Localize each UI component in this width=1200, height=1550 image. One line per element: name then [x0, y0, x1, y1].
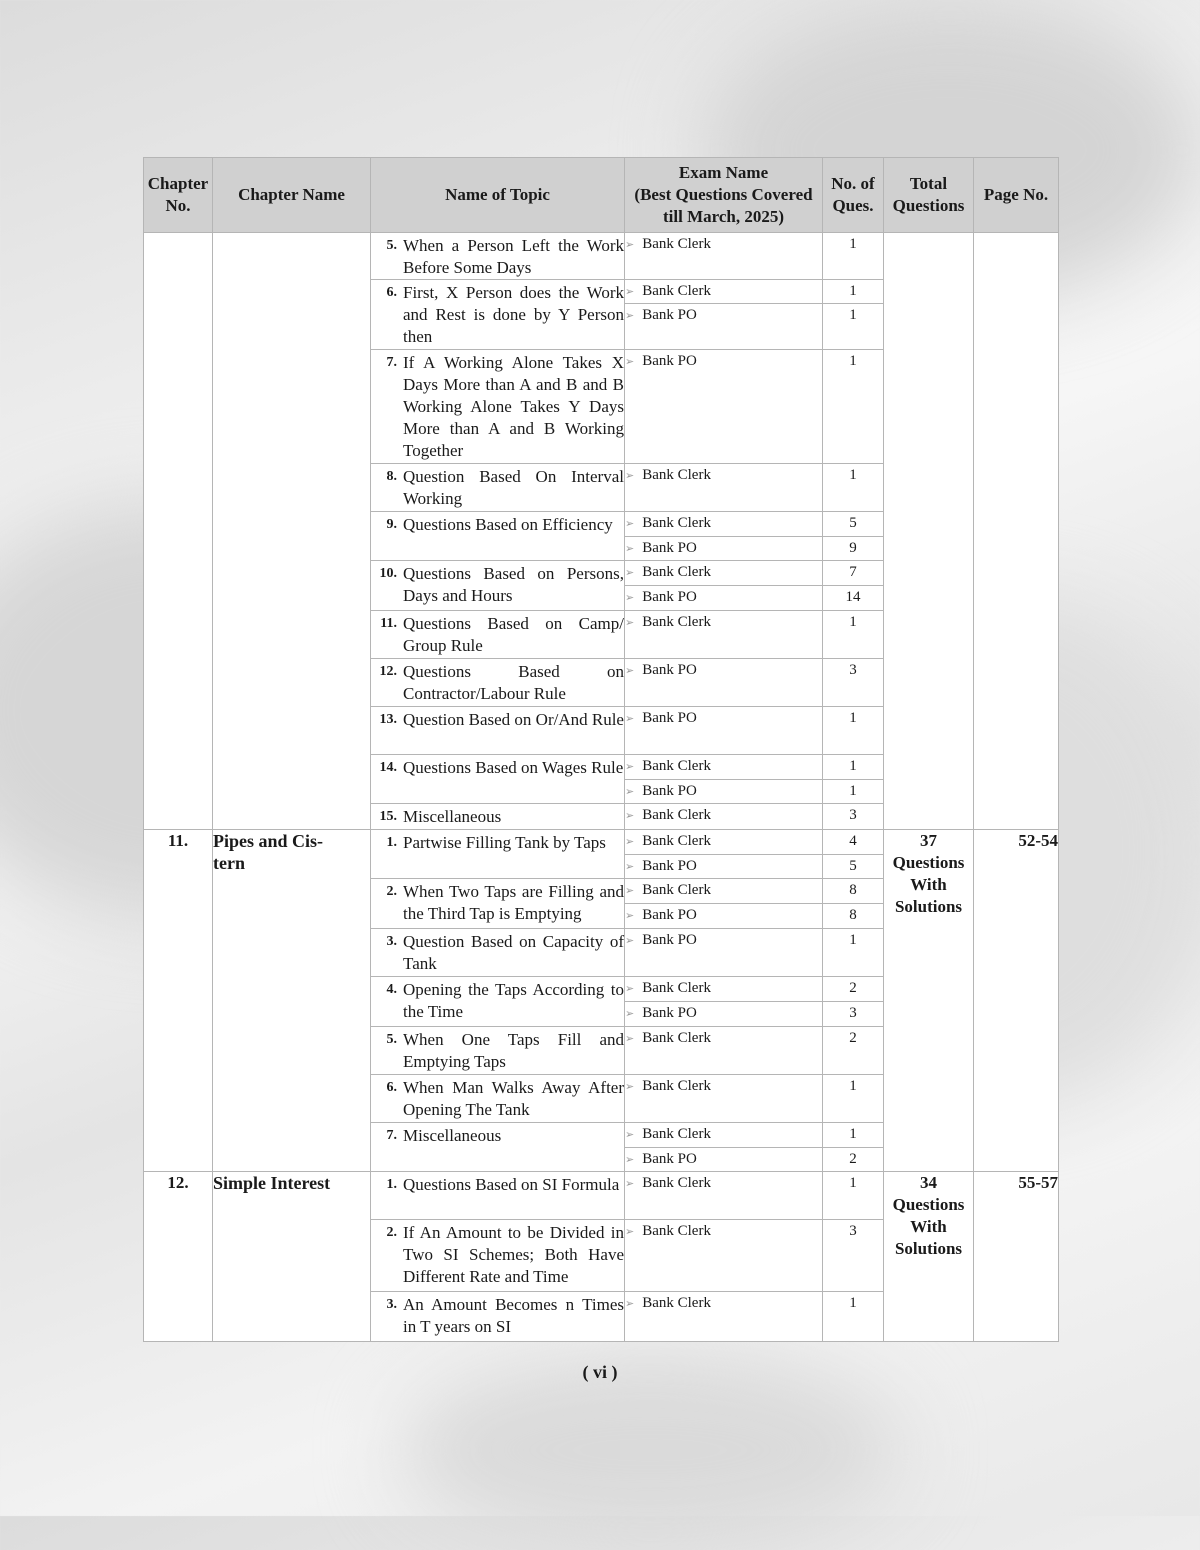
topic-number: 5. — [386, 1032, 397, 1047]
arrow-bullet-icon: ➢ — [625, 239, 635, 251]
topic-cell — [371, 1220, 625, 1292]
exam-name: Bank Clerk — [642, 1295, 711, 1311]
topic-number: 10. — [379, 566, 397, 581]
exam-cell — [625, 280, 823, 304]
topic-cell — [371, 707, 625, 755]
topic-cell — [371, 755, 625, 804]
exam-name: Bank Clerk — [642, 1078, 711, 1094]
topic-name: If A Working Alone Takes X Days More than A and B and B Working Alone Takes Y Days More than A and B Working Together — [403, 353, 624, 460]
arrow-bullet-icon: ➢ — [625, 935, 635, 947]
topic-cell — [371, 280, 625, 350]
exam-cell — [625, 233, 823, 280]
question-count: 8 — [823, 904, 884, 929]
table-row — [144, 233, 1059, 280]
table-row — [144, 1172, 1059, 1220]
question-count: 1 — [823, 464, 884, 512]
topic-number: 7. — [386, 1128, 397, 1143]
exam-cell — [625, 977, 823, 1002]
topic-number: 3. — [386, 934, 397, 949]
topic-number: 1. — [386, 835, 397, 850]
exam-cell — [625, 586, 823, 611]
header-topic: Name of Topic — [371, 158, 625, 233]
arrow-bullet-icon: ➢ — [625, 910, 635, 922]
exam-cell — [625, 1002, 823, 1027]
topic-number: 1. — [386, 1177, 397, 1192]
topic-cell — [371, 1123, 625, 1172]
table-header — [144, 158, 1059, 233]
topic-number: 14. — [379, 760, 397, 775]
header-no-of-ques: No. of Ques. — [823, 158, 884, 233]
total-line: With — [910, 1217, 947, 1236]
arrow-bullet-icon: ➢ — [625, 310, 635, 322]
exam-name: Bank Clerk — [642, 758, 711, 774]
header-page-no: Page No. — [974, 158, 1059, 233]
header-exam-name: Exam Name (Best Questions Covered till March, 2025) — [625, 158, 823, 233]
arrow-bullet-icon: ➢ — [625, 518, 635, 530]
arrow-bullet-icon: ➢ — [625, 1081, 635, 1093]
arrow-bullet-icon: ➢ — [625, 356, 635, 368]
exam-name: Bank Clerk — [642, 1223, 711, 1239]
chapter-number: 12. — [144, 1172, 213, 1342]
exam-name: Bank Clerk — [642, 283, 711, 299]
exam-name: Bank PO — [642, 662, 697, 678]
question-count: 3 — [823, 804, 884, 830]
question-count: 8 — [823, 879, 884, 904]
topic-cell — [371, 561, 625, 611]
exam-cell — [625, 464, 823, 512]
exam-cell — [625, 780, 823, 804]
question-count: 3 — [823, 659, 884, 707]
header-chapter-name: Chapter Name — [213, 158, 371, 233]
exam-name: Bank Clerk — [642, 1126, 711, 1142]
topic-number: 12. — [379, 664, 397, 679]
exam-cell — [625, 804, 823, 830]
exam-name: Bank PO — [642, 907, 697, 923]
exam-name: Bank Clerk — [642, 236, 711, 252]
topic-name: Questions Based on Efficiency — [403, 515, 613, 534]
topic-number: 11. — [380, 616, 397, 631]
topic-cell — [371, 1027, 625, 1075]
exam-cell — [625, 537, 823, 561]
topic-name: Questions Based on Camp/ Group Rule — [403, 614, 624, 655]
exam-cell — [625, 561, 823, 586]
topic-number: 15. — [379, 809, 397, 824]
topic-name: Question Based on Capacity of Tank — [403, 932, 624, 973]
question-count: 3 — [823, 1002, 884, 1027]
total-line: 37 — [920, 831, 937, 850]
question-count: 9 — [823, 537, 884, 561]
exam-name: Bank Clerk — [642, 980, 711, 996]
exam-cell — [625, 659, 823, 707]
exam-cell — [625, 1123, 823, 1148]
topic-name: Partwise Filling Tank by Taps — [403, 833, 606, 852]
exam-name: Bank PO — [642, 1005, 697, 1021]
arrow-bullet-icon: ➢ — [625, 1033, 635, 1045]
total-questions — [884, 233, 974, 830]
topic-cell — [371, 977, 625, 1027]
topic-number: 13. — [379, 712, 397, 727]
topic-name: Question Based On Interval Working — [403, 467, 624, 508]
header-chapter-no: Chapter No. — [144, 158, 213, 233]
exam-cell — [625, 707, 823, 755]
arrow-bullet-icon: ➢ — [625, 470, 635, 482]
exam-cell — [625, 929, 823, 977]
exam-cell — [625, 830, 823, 855]
total-questions — [884, 830, 974, 1172]
topic-cell — [371, 233, 625, 280]
question-count: 1 — [823, 350, 884, 464]
exam-cell — [625, 904, 823, 929]
topic-name: Miscellaneous — [403, 807, 502, 826]
question-count: 1 — [823, 280, 884, 304]
topic-cell — [371, 879, 625, 929]
topic-number: 9. — [386, 517, 397, 532]
exam-name: Bank PO — [642, 710, 697, 726]
exam-name: Bank Clerk — [642, 564, 711, 580]
chapter-number: 11. — [144, 830, 213, 1172]
exam-cell — [625, 512, 823, 537]
question-count: 5 — [823, 855, 884, 879]
total-line: With — [910, 875, 947, 894]
topic-cell — [371, 1172, 625, 1220]
topic-name: Questions Based on Wages Rule — [403, 758, 624, 777]
table-body — [144, 233, 1059, 1342]
exam-name: Bank Clerk — [642, 515, 711, 531]
exam-cell — [625, 855, 823, 879]
question-count: 1 — [823, 755, 884, 780]
exam-name: Bank PO — [642, 307, 697, 323]
question-count: 2 — [823, 977, 884, 1002]
exam-cell — [625, 611, 823, 659]
arrow-bullet-icon: ➢ — [625, 983, 635, 995]
arrow-bullet-icon: ➢ — [625, 885, 635, 897]
exam-name: Bank Clerk — [642, 807, 711, 823]
exam-cell — [625, 879, 823, 904]
total-line: Solutions — [894, 897, 963, 916]
question-count: 7 — [823, 561, 884, 586]
exam-name: Bank Clerk — [642, 614, 711, 630]
exam-name: Bank PO — [642, 540, 697, 556]
topic-name: When Man Walks Away After Opening The Tank — [403, 1078, 624, 1119]
topic-cell — [371, 804, 625, 830]
topic-number: 8. — [386, 469, 397, 484]
topic-number: 4. — [386, 982, 397, 997]
exam-cell — [625, 1148, 823, 1172]
topic-cell — [371, 659, 625, 707]
page-number: ( vi ) — [582, 1362, 618, 1382]
question-count: 2 — [823, 1148, 884, 1172]
topic-cell — [371, 350, 625, 464]
chapter-name — [213, 233, 371, 830]
exam-name: Bank PO — [642, 932, 697, 948]
arrow-bullet-icon: ➢ — [625, 543, 635, 555]
arrow-bullet-icon: ➢ — [625, 1178, 635, 1190]
question-count: 1 — [823, 780, 884, 804]
question-count: 1 — [823, 1075, 884, 1123]
topic-cell — [371, 1075, 625, 1123]
arrow-bullet-icon: ➢ — [625, 567, 635, 579]
exam-name: Bank PO — [642, 858, 697, 874]
question-count: 1 — [823, 611, 884, 659]
question-count: 1 — [823, 1123, 884, 1148]
content-table-wrapper — [143, 157, 1058, 1342]
arrow-bullet-icon: ➢ — [625, 617, 635, 629]
arrow-bullet-icon: ➢ — [625, 786, 635, 798]
topic-name: Questions Based on Persons, Days and Hours — [403, 564, 624, 605]
total-line: Questions — [892, 853, 965, 872]
topic-number: 5. — [386, 238, 397, 253]
exam-cell — [625, 350, 823, 464]
topic-number: 2. — [386, 1225, 397, 1240]
question-count: 14 — [823, 586, 884, 611]
topic-number: 7. — [386, 355, 397, 370]
contents-table — [143, 157, 1059, 1342]
arrow-bullet-icon: ➢ — [625, 1298, 635, 1310]
question-count: 1 — [823, 1172, 884, 1220]
chapter-name: Simple Interest — [213, 1172, 371, 1342]
exam-cell — [625, 1172, 823, 1220]
topic-name: Miscellaneous — [403, 1126, 502, 1145]
topic-name: First, X Person does the Work and Rest is done by Y Person then — [403, 283, 624, 346]
exam-cell — [625, 1220, 823, 1292]
total-questions — [884, 1172, 974, 1342]
arrow-bullet-icon: ➢ — [625, 861, 635, 873]
arrow-bullet-icon: ➢ — [625, 665, 635, 677]
question-count: 4 — [823, 830, 884, 855]
header-total-questions: Total Questions — [884, 158, 974, 233]
arrow-bullet-icon: ➢ — [625, 1129, 635, 1141]
exam-cell — [625, 304, 823, 350]
chapter-number — [144, 233, 213, 830]
page-range — [974, 233, 1059, 830]
total-line: Solutions — [894, 1239, 963, 1258]
topic-name: Questions Based on Contractor/Labour Rule — [403, 662, 624, 703]
arrow-bullet-icon: ➢ — [625, 836, 635, 848]
topic-name: Questions Based on SI Formula — [403, 1175, 620, 1194]
exam-name: Bank Clerk — [642, 1030, 711, 1046]
page-range: 55-57 — [974, 1172, 1059, 1342]
exam-name: Bank Clerk — [642, 882, 711, 898]
topic-name: When Two Taps are Filling and the Third Tap is Emptying — [403, 882, 624, 923]
exam-name: Bank PO — [642, 353, 697, 369]
arrow-bullet-icon: ➢ — [625, 713, 635, 725]
question-count: 2 — [823, 1027, 884, 1075]
exam-name: Bank Clerk — [642, 467, 711, 483]
chapter-name: Pipes and Cis- tern — [213, 830, 371, 1172]
topic-cell — [371, 611, 625, 659]
exam-cell — [625, 1027, 823, 1075]
arrow-bullet-icon: ➢ — [625, 1008, 635, 1020]
table-row — [144, 830, 1059, 855]
topic-name: When One Taps Fill and Emptying Taps — [403, 1030, 624, 1071]
topic-name: When a Person Left the Work Before Some Days — [403, 236, 624, 277]
total-line: Questions — [892, 1195, 965, 1214]
question-count: 1 — [823, 233, 884, 280]
arrow-bullet-icon: ➢ — [625, 761, 635, 773]
total-line: 34 — [920, 1173, 937, 1192]
topic-cell — [371, 1292, 625, 1342]
topic-cell — [371, 830, 625, 879]
topic-name: If An Amount to be Divided in Two SI Schemes; Both Have Different Rate and Time — [403, 1223, 624, 1286]
question-count: 3 — [823, 1220, 884, 1292]
arrow-bullet-icon: ➢ — [625, 286, 635, 298]
topic-number: 2. — [386, 884, 397, 899]
arrow-bullet-icon: ➢ — [625, 1226, 635, 1238]
topic-name: Question Based on Or/And Rule — [403, 710, 624, 729]
arrow-bullet-icon: ➢ — [625, 1154, 635, 1166]
exam-name: Bank PO — [642, 589, 697, 605]
exam-cell — [625, 1075, 823, 1123]
topic-number: 6. — [386, 1080, 397, 1095]
question-count: 1 — [823, 1292, 884, 1342]
topic-number: 3. — [386, 1297, 397, 1312]
exam-name: Bank PO — [642, 1151, 697, 1167]
question-count: 1 — [823, 304, 884, 350]
topic-name: Opening the Taps According to the Time — [403, 980, 624, 1021]
question-count: 1 — [823, 929, 884, 977]
exam-cell — [625, 755, 823, 780]
topic-number: 6. — [386, 285, 397, 300]
exam-name: Bank Clerk — [642, 833, 711, 849]
topic-cell — [371, 464, 625, 512]
topic-name: An Amount Becomes n Times in T years on SI — [403, 1295, 624, 1336]
topic-cell — [371, 512, 625, 561]
exam-cell — [625, 1292, 823, 1342]
page-range: 52-54 — [974, 830, 1059, 1172]
question-count: 1 — [823, 707, 884, 755]
arrow-bullet-icon: ➢ — [625, 592, 635, 604]
question-count: 5 — [823, 512, 884, 537]
topic-cell — [371, 929, 625, 977]
arrow-bullet-icon: ➢ — [625, 810, 635, 822]
exam-name: Bank PO — [642, 783, 697, 799]
exam-name: Bank Clerk — [642, 1175, 711, 1191]
